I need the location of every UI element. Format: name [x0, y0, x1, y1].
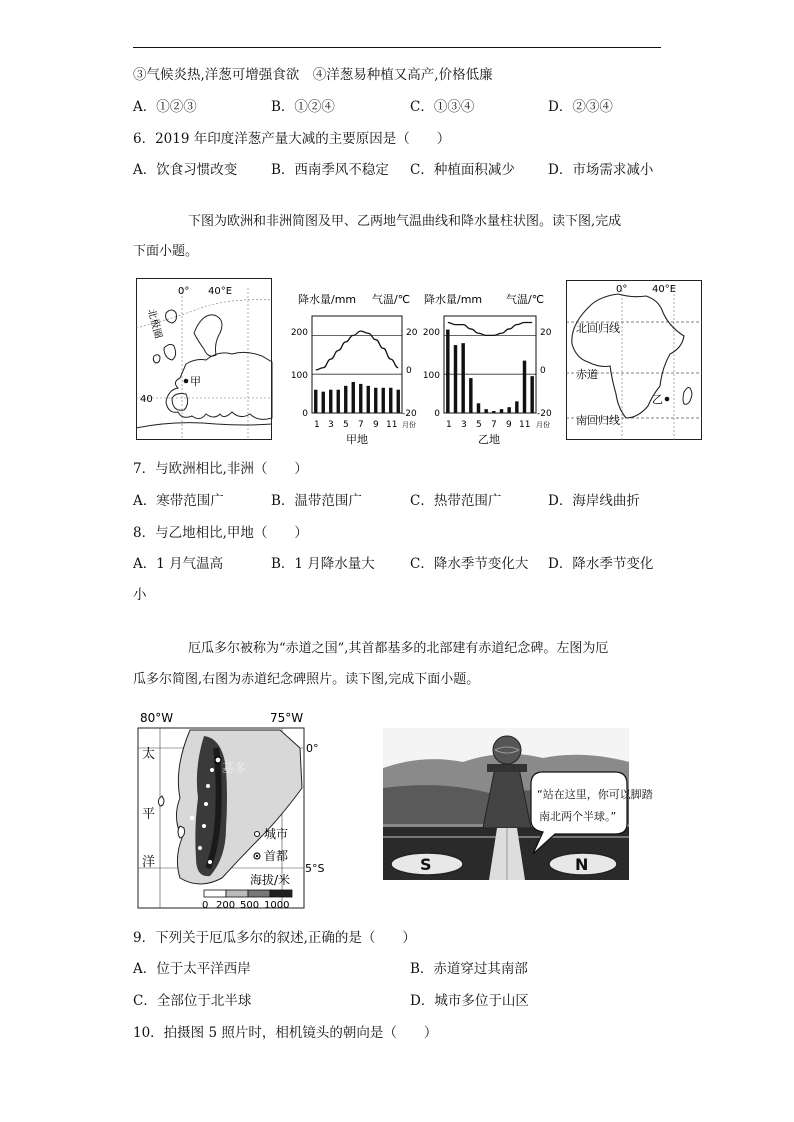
q9-choice-b[interactable]: B．赤道穿过其南部	[410, 961, 528, 977]
q5-choice-b[interactable]: B．①②④	[271, 99, 335, 115]
africa-lon40-label: 40°E	[652, 284, 677, 295]
yi-label: 乙	[652, 393, 663, 406]
jia-precip-bar-1	[314, 390, 317, 413]
header-rule	[133, 47, 661, 48]
city-dot	[208, 860, 212, 864]
jia-precip-bar-9	[374, 388, 377, 413]
bubble-line-2: 南北两个半球。”	[539, 810, 617, 823]
legend-city-icon	[255, 832, 260, 837]
yi-right-tick-20: 20	[540, 328, 552, 338]
jia-precip-bar-3	[329, 390, 332, 413]
q7-choice-c[interactable]: C．热带范围广	[410, 493, 502, 509]
legend-capital-label: 首都	[264, 849, 289, 863]
yi-precip-bar-12	[530, 376, 533, 413]
africa-tropic-n-label: 北回归线	[576, 322, 620, 335]
jia-x-unit: 月份	[402, 421, 416, 429]
q8-choice-d-wrap: 小	[133, 587, 147, 603]
climate-chart-jia	[290, 290, 420, 450]
jia-x-tick-7: 7	[358, 420, 364, 430]
yi-caption: 乙地	[478, 433, 500, 446]
city-dot	[190, 816, 194, 820]
q5-choice-c[interactable]: C．①③④	[410, 99, 475, 115]
jia-caption: 甲地	[346, 433, 368, 446]
city-dot	[206, 784, 210, 788]
ocean-char-2: 平	[142, 807, 156, 822]
yi-left-tick-0: 0	[434, 409, 440, 419]
q8-choice-a[interactable]: A．1 月气温高	[133, 556, 224, 572]
jia-precip-bar-2	[322, 392, 325, 413]
yi-plot-frame	[444, 316, 536, 413]
ecuador-lon75-label: 75°W	[270, 711, 304, 725]
jia-precip-bar-6	[352, 382, 355, 413]
europe-lat40-label: 40	[140, 394, 153, 405]
yi-precip-bar-11	[523, 361, 526, 413]
jia-precip-bar-12	[397, 390, 400, 413]
africa-lon0-label: 0°	[616, 284, 628, 295]
europe-arctic-label: 北极圈	[145, 307, 164, 340]
jia-x-tick-5: 5	[343, 420, 349, 430]
south-label: S	[420, 855, 432, 874]
ecuador-map	[130, 708, 330, 918]
yi-precip-bar-6	[484, 409, 487, 413]
jia-precip-bar-5	[344, 386, 347, 413]
q6-choice-c[interactable]: C．种植面积减少	[410, 162, 515, 178]
scale-0: 0	[202, 900, 209, 911]
yi-precip-bar-2	[454, 345, 457, 413]
yi-precip-bar-10	[515, 401, 518, 413]
q9-choice-a[interactable]: A．位于太平洋西岸	[133, 961, 251, 977]
yi-precip-bar-8	[500, 409, 503, 413]
jia-x-tick-3: 3	[328, 420, 334, 430]
q8-stem: 8．与乙地相比,甲地（ ）	[133, 525, 308, 541]
q7-stem: 7．与欧洲相比,非洲（ ）	[133, 461, 308, 477]
north-label: N	[575, 855, 589, 874]
scale-200: 200	[216, 900, 236, 911]
q5-options-line: ③气候炎热,洋葱可增强食欲 ④洋葱易种植又高产,价格低廉	[133, 67, 493, 83]
jia-point-marker	[184, 379, 189, 384]
yi-precip-bar-4	[469, 378, 472, 413]
intro1-line2: 下面小题。	[133, 244, 199, 259]
city-dot	[204, 802, 208, 806]
jia-x-tick-1: 1	[314, 420, 320, 430]
q10-stem: 10．拍摄图 5 照片时，相机镜头的朝向是（ ）	[133, 1025, 438, 1041]
yi-ylabel-right: 气温/℃	[506, 293, 545, 306]
ocean-char-3: 洋	[142, 855, 156, 870]
jia-right-tick-0: 0	[406, 366, 412, 376]
yi-right-tick-minus20: -20	[537, 409, 552, 419]
yi-precip-bar-3	[461, 343, 464, 413]
ecuador-lat0-label: 0°	[306, 742, 319, 755]
jia-x-tick-9: 9	[373, 420, 379, 430]
bubble-line-1: “站在这里，你可以脚踏	[537, 788, 653, 801]
legend-city-label: 城市	[264, 827, 289, 841]
capital-quito-label: 基多	[222, 761, 247, 775]
yi-left-tick-200: 200	[422, 328, 440, 338]
yi-x-tick-5: 5	[476, 420, 482, 430]
jia-ylabel-right: 气温/℃	[372, 293, 411, 306]
yi-precip-bar-9	[507, 407, 510, 413]
q5-choice-a[interactable]: A．①②③	[133, 99, 197, 115]
q7-choice-d[interactable]: D．海岸线曲折	[548, 493, 640, 509]
q6-choice-d[interactable]: D．市场需求减小	[548, 162, 654, 178]
city-dot	[198, 846, 202, 850]
q7-choice-a[interactable]: A．寒带范围广	[133, 493, 224, 509]
capital-quito-marker	[215, 757, 221, 763]
jia-right-tick-minus20: -20	[402, 409, 417, 419]
yi-x-unit: 月份	[536, 421, 550, 429]
yi-x-tick-9: 9	[506, 420, 512, 430]
ocean-char-1: 太	[142, 747, 156, 762]
yi-right-tick-0: 0	[540, 366, 546, 376]
scale-500: 500	[240, 900, 260, 911]
q8-choice-c[interactable]: C．降水季节变化大	[410, 556, 529, 572]
yi-x-tick-1: 1	[446, 420, 452, 430]
city-dot	[202, 824, 206, 828]
intro2-line2: 瓜多尔简图,右图为赤道纪念碑照片。读下图,完成下面小题。	[133, 672, 480, 687]
legend-elevation-title: 海拔/米	[250, 873, 291, 887]
jia-precip-bar-4	[337, 390, 340, 413]
equator-monument-photo	[383, 728, 653, 880]
q9-choice-c[interactable]: C．全部位于北半球	[133, 993, 252, 1009]
yi-x-tick-3: 3	[461, 420, 467, 430]
jia-left-tick-100: 100	[290, 371, 308, 381]
city-dot	[210, 768, 214, 772]
jia-left-tick-200: 200	[290, 328, 308, 338]
yi-x-tick-11: 11	[519, 420, 531, 430]
africa-equator-label: 赤道	[576, 368, 598, 381]
jia-precip-bar-7	[359, 384, 362, 413]
q6-stem: 6．2019 年印度洋葱产量大减的主要原因是（ ）	[133, 131, 451, 147]
intro1-line1: 下图为欧洲和非洲简图及甲、乙两地气温曲线和降水量柱状图。读下图,完成	[188, 214, 622, 229]
yi-precip-bar-1	[446, 330, 449, 413]
q6-choice-a[interactable]: A．饮食习惯改变	[133, 162, 238, 178]
africa-map	[566, 280, 702, 440]
jia-left-tick-0: 0	[302, 409, 308, 419]
ecuador-lon80-label: 80°W	[140, 711, 174, 725]
yi-point-marker	[665, 397, 670, 402]
europe-lon0-label: 0°	[178, 286, 190, 297]
yi-left-tick-100: 100	[422, 371, 440, 381]
q5-choice-d[interactable]: D．②③④	[548, 99, 613, 115]
q7-choice-b[interactable]: B．温带范围广	[271, 493, 362, 509]
jia-precip-bar-10	[382, 388, 385, 413]
scale-1000: 1000	[264, 900, 290, 911]
yi-temperature-line	[448, 322, 532, 335]
jia-x-tick-11: 11	[386, 420, 398, 430]
jia-plot-frame	[312, 316, 402, 413]
europe-map	[136, 278, 272, 440]
yi-precip-bar-5	[477, 403, 480, 413]
yi-ylabel-left: 降水量/mm	[424, 293, 483, 306]
europe-lon40-label: 40°E	[208, 286, 233, 297]
q8-choice-d[interactable]: D．降水季节变化	[548, 556, 654, 572]
intro2-line1: 厄瓜多尔被称为“赤道之国”,其首都基多的北部建有赤道纪念碑。左图为厄	[188, 641, 609, 656]
jia-label: 甲	[190, 375, 201, 388]
q9-stem: 9．下列关于厄瓜多尔的叙述,正确的是（ ）	[133, 930, 416, 946]
q9-choice-d[interactable]: D．城市多位于山区	[410, 993, 529, 1009]
q8-choice-b[interactable]: B．1 月降水量大	[271, 556, 375, 572]
yi-x-tick-7: 7	[491, 420, 497, 430]
jia-right-tick-20: 20	[406, 328, 418, 338]
jia-temperature-line	[316, 331, 399, 370]
jia-ylabel-left: 降水量/mm	[298, 293, 357, 306]
jia-precip-bar-8	[367, 386, 370, 413]
ecuador-lat5-label: 5°S	[305, 862, 325, 875]
jia-precip-bar-11	[389, 388, 392, 413]
africa-tropic-s-label: 南回归线	[576, 414, 620, 427]
q6-choice-b[interactable]: B．西南季风不稳定	[271, 162, 389, 178]
climate-chart-yi	[420, 290, 560, 450]
